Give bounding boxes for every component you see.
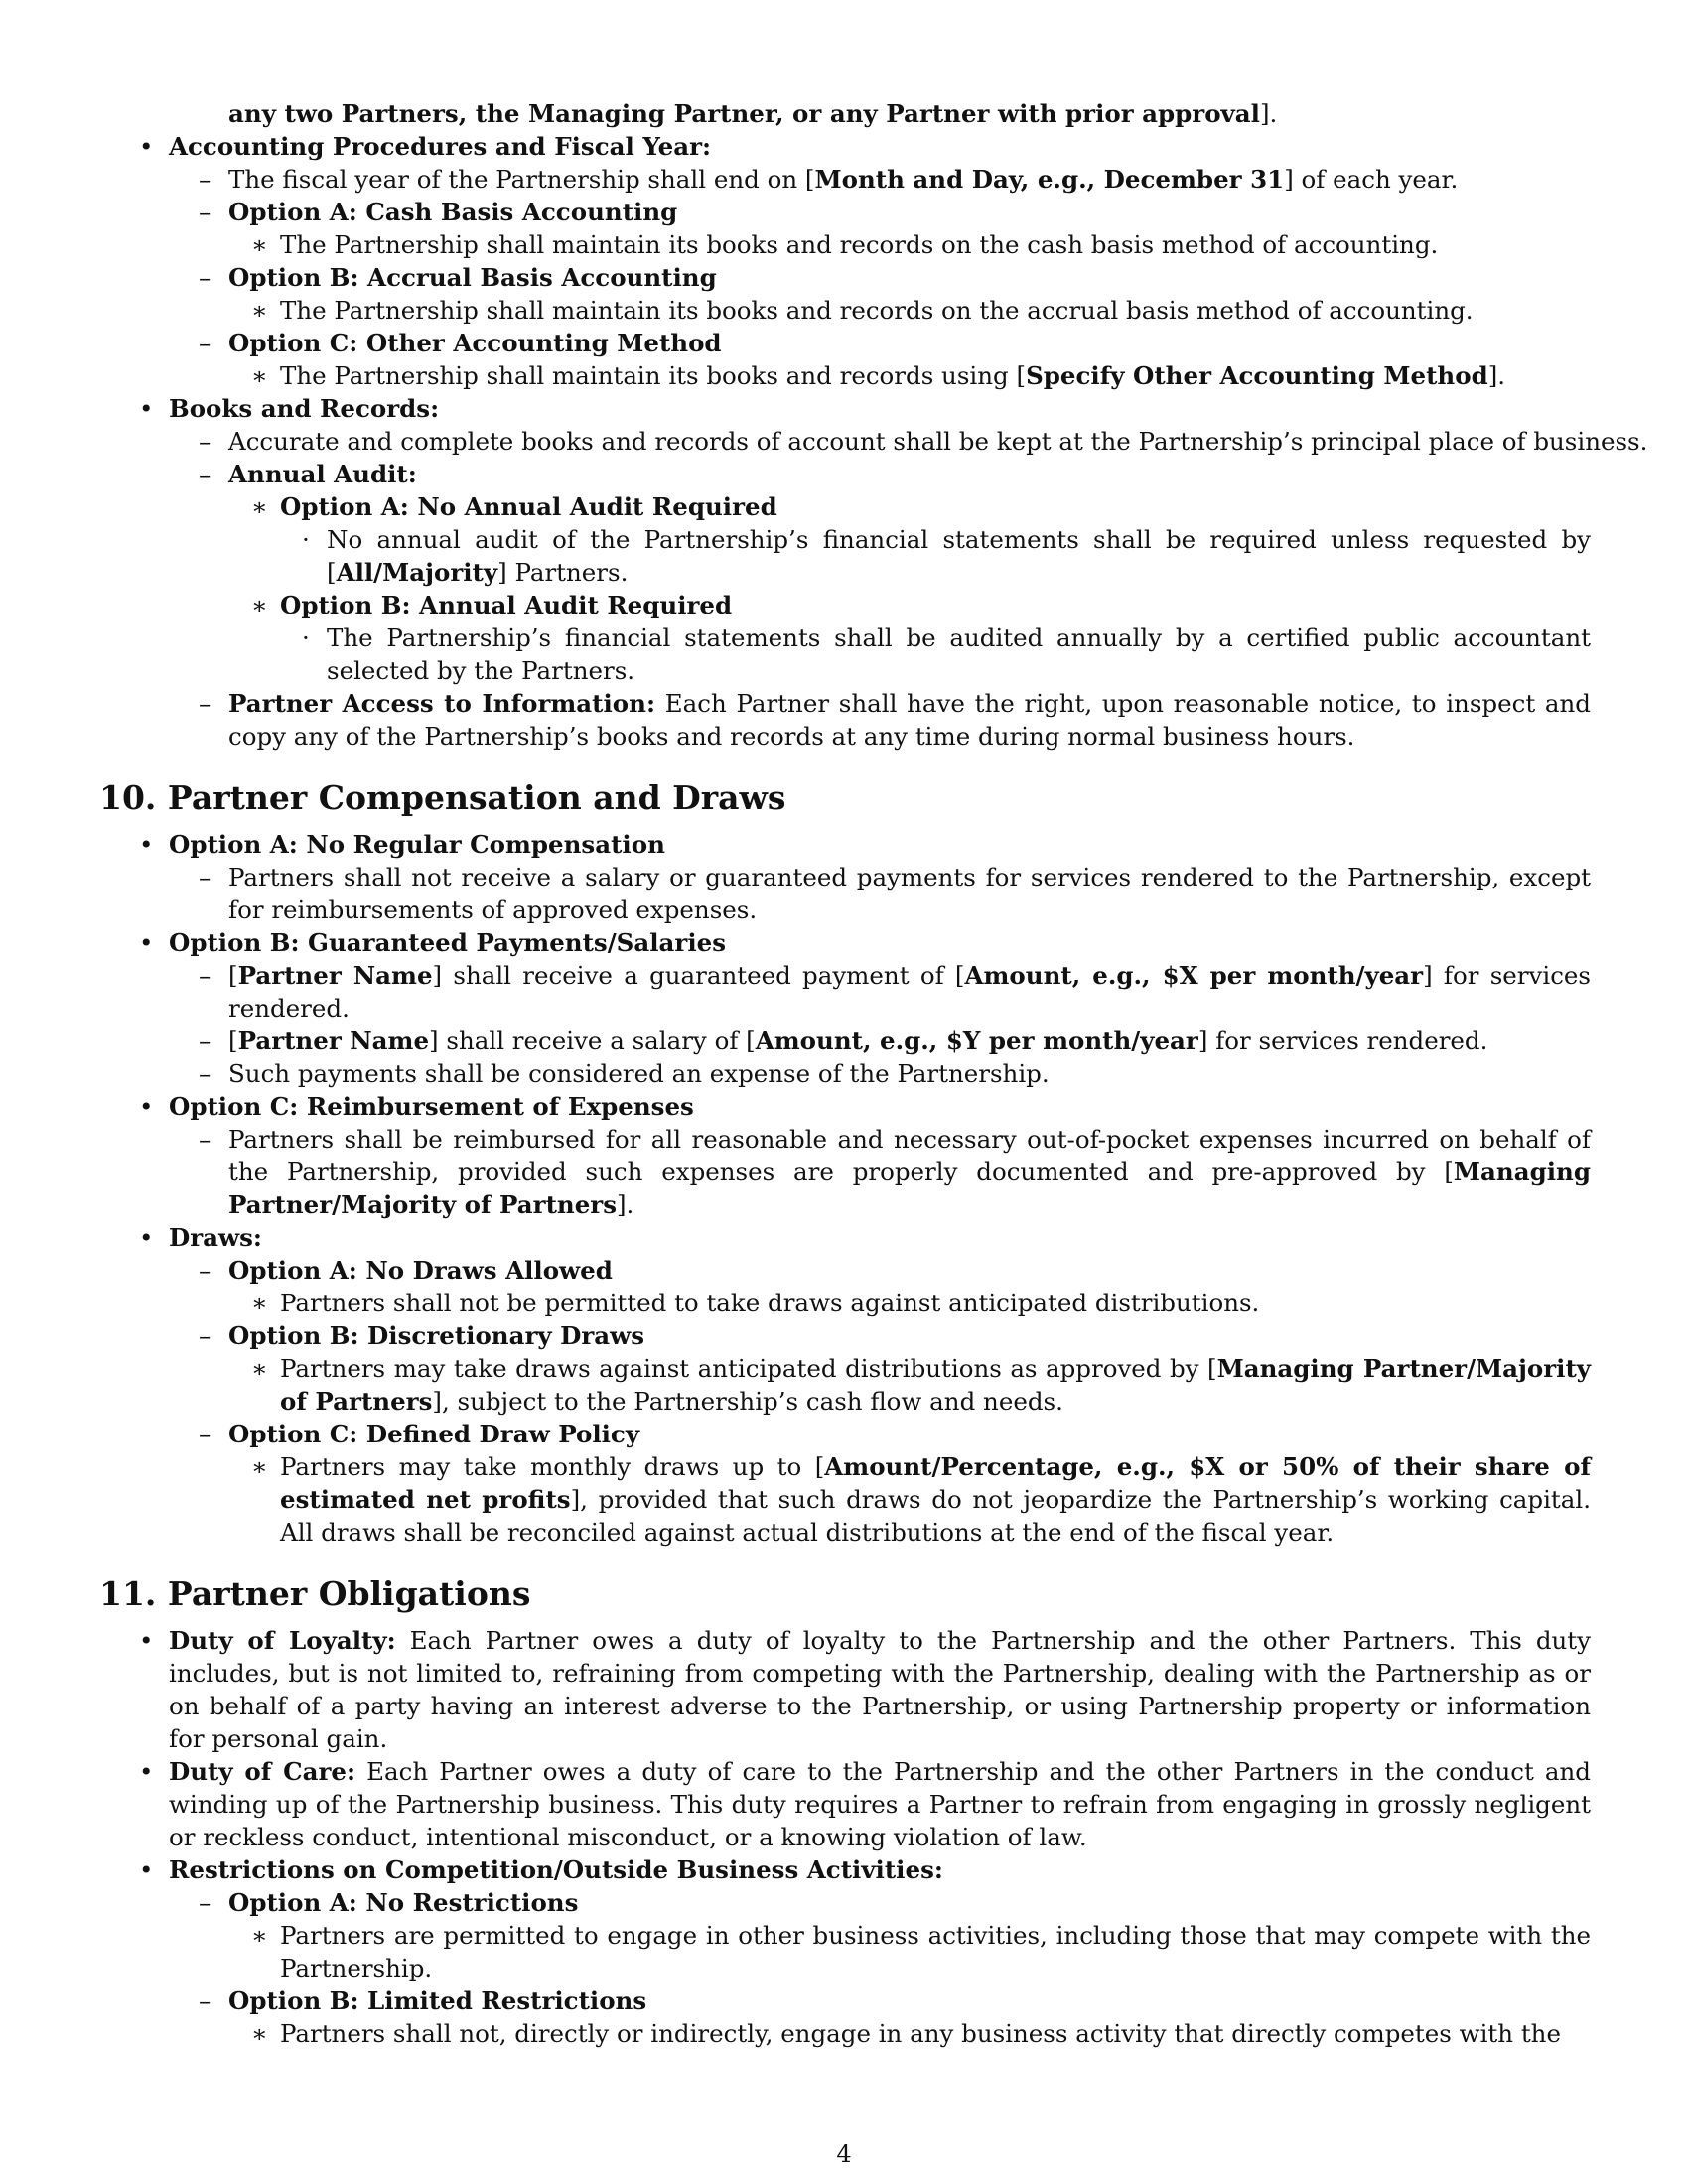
limited-restrictions-text: ∗ Partners shall not, directly or indirectly, engage in any business activity that directly competes with the xyxy=(251,2019,1561,2048)
reimbursement-text: – Partners shall be reimbursed for all reasonable and necessary out-of-pocket expenses incurred on behalf of the Partnership, provided such expenses are properly documented and pre-approved by [Managing Partner/Majority of Partners]. xyxy=(199,1125,1591,1219)
dash-icon: – xyxy=(199,863,211,891)
partner-access-clause: – Partner Access to Information: Each Partner shall have the right, upon reasonable notice, to inspect and copy any of the Partnership’s books and records at any time during normal business hours. xyxy=(199,689,1591,751)
no-draws-option: – Option A: No Draws Allowed xyxy=(199,1256,613,1285)
star-icon: ∗ xyxy=(251,1452,268,1481)
dash-icon: – xyxy=(199,1888,211,1917)
no-draws-text: ∗ Partners shall not be permitted to take draws against anticipated distributions. xyxy=(251,1289,1260,1317)
no-restrictions-text: ∗ Partners are permitted to engage in other business activities, including those that may compete with the Partnership. xyxy=(251,1921,1591,1982)
draws-heading: • Draws: xyxy=(139,1223,262,1252)
dash-icon: – xyxy=(199,1125,211,1154)
dash-icon: – xyxy=(199,198,211,226)
accrual-basis-text: ∗ The Partnership shall maintain its books and records on the accrual basis method of accounting. xyxy=(251,296,1474,325)
star-icon: ∗ xyxy=(251,1354,268,1383)
duty-of-care: • Duty of Care: Each Partner owes a duty of care to the Partnership and the other Partners in the conduct and winding up of the Partnership business. This duty requires a Partner to refrain from engaging in grossly negligent or reckless conduct, intentional misconduct, or a knowing violation of law. xyxy=(139,1757,1591,1851)
dash-icon: – xyxy=(199,689,211,718)
bullet-icon: • xyxy=(139,1626,154,1655)
annual-audit-heading: – Annual Audit: xyxy=(199,460,417,488)
no-audit-option: ∗ Option A: No Annual Audit Required xyxy=(251,492,777,521)
bullet-icon: • xyxy=(139,830,154,859)
dash-icon: – xyxy=(199,961,211,990)
dot-icon: · xyxy=(302,623,310,652)
dash-icon: – xyxy=(199,329,211,357)
guaranteed-payments-option: • Option B: Guaranteed Payments/Salaries xyxy=(139,928,727,957)
dash-icon: – xyxy=(199,1986,211,2015)
other-method-option: – Option C: Other Accounting Method xyxy=(199,329,722,357)
accounting-heading: • Accounting Procedures and Fiscal Year: xyxy=(139,132,712,161)
dash-icon: – xyxy=(199,460,211,488)
continued-clause: any two Partners, the Managing Partner, or any Partner with prior approval]. xyxy=(228,99,1278,128)
discretionary-draws-text: ∗ Partners may take draws against anticipated distributions as approved by [Managing Partner/Majority of Partners], subject to the Partnership’s cash flow and needs. xyxy=(251,1354,1592,1416)
dot-icon: · xyxy=(302,525,310,554)
star-icon: ∗ xyxy=(251,296,268,325)
section-11-heading: 11. Partner Obligations xyxy=(99,1574,531,1613)
limited-restrictions-option: – Option B: Limited Restrictions xyxy=(199,1986,647,2015)
bullet-icon: • xyxy=(139,928,154,957)
fiscal-year-clause: – The fiscal year of the Partnership shall end on [Month and Day, e.g., December 31] of each year. xyxy=(199,165,1459,194)
dash-icon: – xyxy=(199,1256,211,1285)
dash-icon: – xyxy=(199,263,211,292)
star-icon: ∗ xyxy=(251,1921,268,1950)
other-method-text: ∗ The Partnership shall maintain its books and records using [Specify Other Accounting Method]. xyxy=(251,361,1506,390)
books-accurate: – Accurate and complete books and records of account shall be kept at the Partnership’s principal place of business. xyxy=(199,427,1648,456)
document-page xyxy=(99,97,1648,2050)
reimbursement-option: • Option C: Reimbursement of Expenses xyxy=(139,1092,694,1121)
defined-draw-text: ∗ Partners may take monthly draws up to [Amount/Percentage, e.g., $X or 50% of their share of estimated net profits], provided that such draws do not jeopardize the Partnership’s working capital. All draws shall be reconciled against actual distributions at the end of the fiscal year. xyxy=(251,1452,1592,1547)
bullet-icon: • xyxy=(139,132,154,161)
bullet-icon: • xyxy=(139,1757,154,1786)
restrictions-heading: • Restrictions on Competition/Outside Business Activities: xyxy=(139,1855,943,1884)
no-compensation-option: • Option A: No Regular Compensation xyxy=(139,830,665,859)
dash-icon: – xyxy=(199,1059,211,1088)
star-icon: ∗ xyxy=(251,230,268,259)
cash-basis-option: – Option A: Cash Basis Accounting xyxy=(199,198,678,226)
page-number: 4 xyxy=(836,2140,852,2168)
star-icon: ∗ xyxy=(251,2019,268,2048)
star-icon: ∗ xyxy=(251,591,268,619)
dash-icon: – xyxy=(199,1420,211,1448)
dash-icon: – xyxy=(199,1026,211,1055)
guaranteed-payment-clause: – [Partner Name] shall receive a guaranteed payment of [Amount, e.g., $X per month/year] for services rendered. xyxy=(199,961,1591,1023)
no-compensation-text: – Partners shall not receive a salary or guaranteed payments for services rendered to the Partnership, except for reimbursements of approved expenses. xyxy=(199,863,1591,924)
star-icon: ∗ xyxy=(251,1289,268,1317)
no-audit-text: · No annual audit of the Partnership’s financial statements shall be required unless requested by [All/Majority] Partners. xyxy=(302,525,1591,587)
audit-required-text: · The Partnership’s financial statements shall be audited annually by a certified public accountant selected by the Partners. xyxy=(302,623,1591,685)
star-icon: ∗ xyxy=(251,492,268,521)
dash-icon: – xyxy=(199,165,211,194)
dash-icon: – xyxy=(199,427,211,456)
no-restrictions-option: – Option A: No Restrictions xyxy=(199,1888,579,1917)
expense-note: – Such payments shall be considered an expense of the Partnership. xyxy=(199,1059,1050,1088)
bullet-icon: • xyxy=(139,1855,154,1884)
books-heading: • Books and Records: xyxy=(139,394,440,423)
bullet-icon: • xyxy=(139,394,154,423)
section-10-heading: 10. Partner Compensation and Draws xyxy=(99,778,786,817)
accrual-basis-option: – Option B: Accrual Basis Accounting xyxy=(199,263,717,292)
audit-required-option: ∗ Option B: Annual Audit Required xyxy=(251,591,733,619)
duty-of-loyalty: • Duty of Loyalty: Each Partner owes a duty of loyalty to the Partnership and the other Partners. This duty includes, but is not limited to, refraining from competing with the Partnership, dealing with the Partnership as or on behalf of a party having an interest adverse to the Partnership, or using Partnership property or information for personal gain. xyxy=(139,1626,1591,1753)
defined-draw-option: – Option C: Defined Draw Policy xyxy=(199,1420,640,1448)
salary-clause: – [Partner Name] shall receive a salary of [Amount, e.g., $Y per month/year] for services rendered. xyxy=(199,1026,1488,1055)
discretionary-draws-option: – Option B: Discretionary Draws xyxy=(199,1321,645,1350)
dash-icon: – xyxy=(199,1321,211,1350)
star-icon: ∗ xyxy=(251,361,268,390)
bullet-icon: • xyxy=(139,1223,154,1252)
bullet-icon: • xyxy=(139,1092,154,1121)
cash-basis-text: ∗ The Partnership shall maintain its books and records on the cash basis method of accounting. xyxy=(251,230,1439,259)
